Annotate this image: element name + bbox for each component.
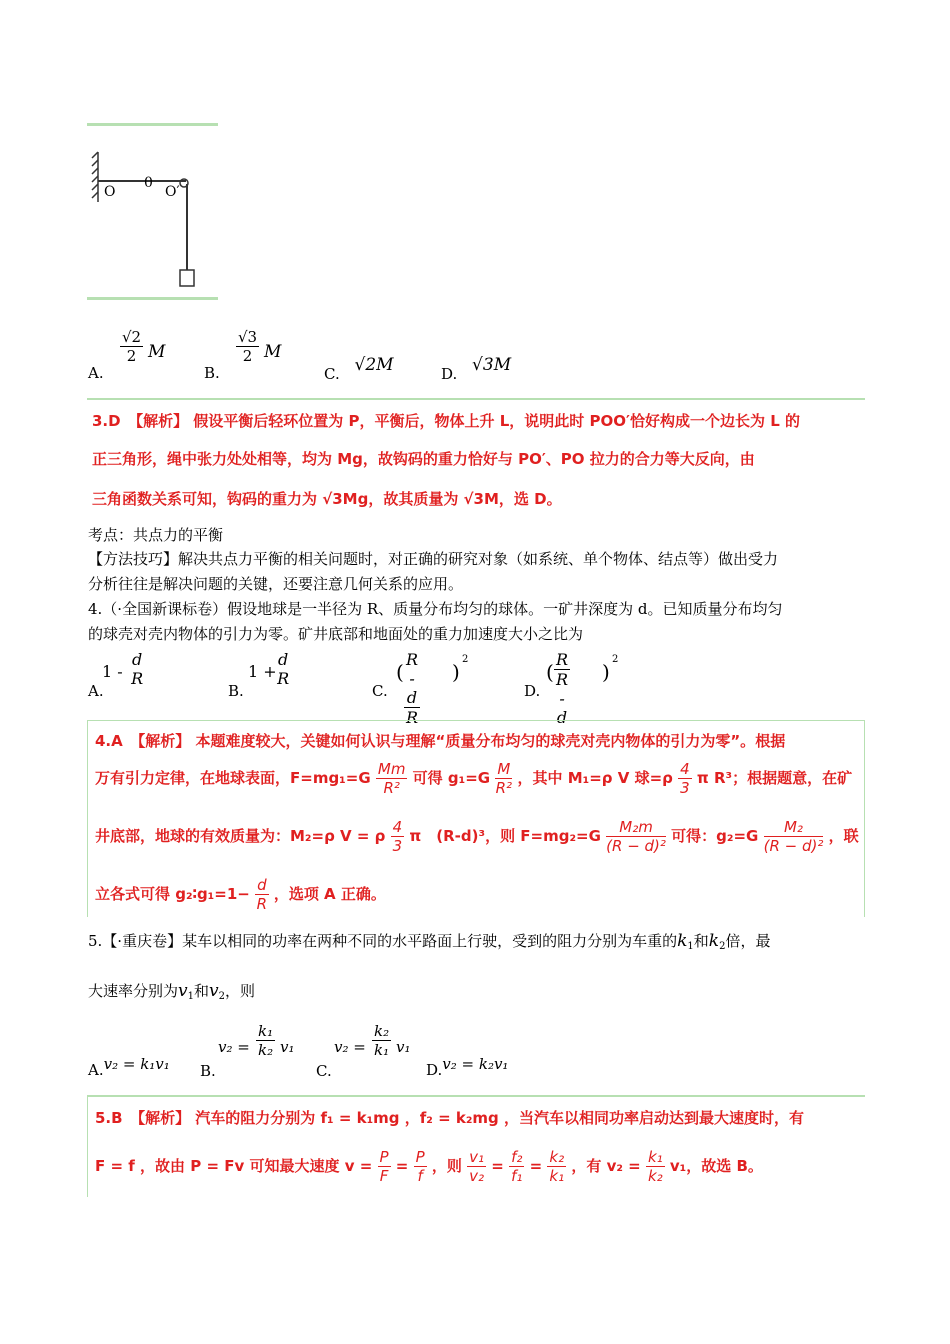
q4-a3-b: π (R-d)³，则 F=mg₂=G xyxy=(409,827,601,845)
q5-a2-eq2: = xyxy=(491,1157,504,1175)
q4-a4-a: 立各式可得 g₂∶g₁=1− xyxy=(95,885,250,903)
q4-a2-frac1 xyxy=(376,760,408,797)
q5-option-d xyxy=(426,1055,509,1079)
q5-a2-f3 xyxy=(467,1148,486,1185)
q4-d-num: R xyxy=(556,650,569,669)
q5-a2-f6-num: k₁ xyxy=(647,1148,663,1166)
q3-method-line1: 【方法技巧】解决共点力平衡的相关问题时，对正确的研究对象（如系统、单个物体、结点等）做出受力 xyxy=(88,550,779,568)
q5-s2-b: ，则 xyxy=(225,982,256,1000)
q4-answer-line1: 4.A 【解析】 本题难度较大，关键如何认识与理解“质量分布均匀的球壳对壳内物体的引力为零”。根据 xyxy=(95,732,786,750)
q4-a3-f2-den: (R − d)² xyxy=(606,837,666,855)
q5-answer-line1: 5.B 【解析】 汽车的阻力分别为 f₁ = k₁mg ，f₂ = k₂mg ，当汽车以相同功率启动达到最大速度时，有 xyxy=(95,1109,805,1127)
figure-top-rule xyxy=(87,123,218,126)
q4-a2-c: ，其中 M₁=ρ V 球=ρ xyxy=(517,769,673,787)
q4-d-frac xyxy=(554,650,570,727)
q5-a2-f2-den: f xyxy=(417,1167,423,1185)
q4-a2-a: 万有引力定律，在地球表面，F=mg₁=G xyxy=(95,769,371,787)
q4-a2-f3-den: 3 xyxy=(680,779,690,797)
pulley-figure xyxy=(90,150,210,295)
q3-option-c-label: C. xyxy=(324,365,340,383)
q3-answer-line1: 3.D 【解析】 假设平衡后轻环位置为 P，平衡后，物体上升 L，说明此时 POO′恰好构成一个边长为 L 的 xyxy=(92,412,800,430)
q4-d-sq: 2 xyxy=(612,654,619,665)
q4-a3-f3-num: M₂ xyxy=(764,818,824,837)
label-ring: 0 xyxy=(144,175,153,191)
q3-option-d-label: D. xyxy=(441,365,458,383)
q5-v2: v xyxy=(209,981,219,1001)
q4-c-num: R - d xyxy=(406,650,419,707)
q3-a-var: M xyxy=(148,342,166,362)
q5-c-label: C. xyxy=(316,1062,332,1080)
q4-c-den: R xyxy=(406,708,419,727)
q5-a2-f3-den: v₂ xyxy=(469,1167,485,1185)
q5-c-num: k₂ xyxy=(374,1022,390,1040)
q5-b-tail: v₁ xyxy=(280,1038,295,1056)
q4-c-frac xyxy=(404,650,420,727)
q4-d-paren-close: ) xyxy=(602,660,610,684)
q5-c-lead: v₂ = xyxy=(334,1038,366,1056)
q4-a4-f-den: R xyxy=(256,895,268,913)
q5-a2-f1-num: P xyxy=(379,1148,389,1166)
q5-k2: k xyxy=(708,931,720,951)
q5-answer-line2 xyxy=(95,1148,763,1185)
q3-b-den: 2 xyxy=(242,347,253,365)
q5-answer-rule xyxy=(87,1095,865,1097)
q5-option-a xyxy=(88,1055,170,1079)
q5-a2-f3-num: v₁ xyxy=(469,1148,485,1166)
q4-a3-frac2 xyxy=(606,818,666,855)
q4-a-den: R xyxy=(131,669,144,688)
q5-c-frac xyxy=(372,1022,391,1059)
q4-b-label: B. xyxy=(228,682,244,700)
q5-c-den: k₁ xyxy=(374,1041,390,1059)
q5-a-label: A. xyxy=(88,1061,104,1079)
q5-stem-line1 xyxy=(88,930,771,958)
q5-stem-line2 xyxy=(88,980,255,1008)
q4-d-den: R - d xyxy=(556,670,569,727)
q5-d-expr: v₂ = k₂v₁ xyxy=(442,1055,509,1073)
q5-k2-sub: 2 xyxy=(719,941,726,952)
q5-a2-f5-den: k₁ xyxy=(549,1167,565,1185)
q4-a3-d: ，联 xyxy=(828,827,859,845)
q5-a2-f2 xyxy=(414,1148,427,1185)
q5-a2-a: F = f ，故由 P = Fv 可知最大速度 v = xyxy=(95,1157,373,1175)
q5-and: 和 xyxy=(693,932,709,950)
q5-a2-b: ，则 xyxy=(431,1157,462,1175)
q5-k1: k xyxy=(677,931,688,951)
q4-a2-b: 可得 g₁=G xyxy=(412,769,491,787)
q5-v1-sub: 1 xyxy=(187,991,194,1002)
q4-a3-f1-num: 4 xyxy=(392,818,403,836)
q4-a2-f1-num: Mm xyxy=(377,760,406,778)
q5-answer-left-rule xyxy=(87,1097,88,1197)
q3-answer-line3: 三角函数关系可知，钩码的重力为 √3Mg，故其质量为 √3M，选 D。 xyxy=(92,490,562,508)
q5-a2-f5 xyxy=(547,1148,566,1185)
q4-a2-f3-num: 4 xyxy=(680,760,690,778)
q5-b-frac xyxy=(256,1022,275,1059)
q4-a4-frac xyxy=(255,876,269,913)
q5-a2-f6 xyxy=(646,1148,665,1185)
q4-c-paren-close: ) xyxy=(452,660,460,684)
q5-k1-sub: 1 xyxy=(687,941,694,952)
q4-b-lead: 1 + xyxy=(248,662,277,681)
figure-bottom-rule xyxy=(87,297,218,300)
q4-a2-frac2 xyxy=(495,760,512,797)
q5-a2-f5-num: k₂ xyxy=(549,1148,565,1166)
q4-a-frac xyxy=(130,650,144,688)
q5-a2-c: ，有 v₂ = xyxy=(571,1157,641,1175)
q5-b-label: B. xyxy=(200,1062,216,1080)
q5-v2-sub: 2 xyxy=(218,991,225,1002)
q4-a3-f2-num: M₂m xyxy=(606,818,666,837)
q5-a2-f2-num: P xyxy=(415,1148,425,1166)
q3-answer-rule xyxy=(87,398,865,400)
q5-b-lead: v₂ = xyxy=(218,1038,250,1056)
q4-a3-frac1 xyxy=(391,818,405,855)
q5-a2-f4-num: f₂ xyxy=(511,1148,523,1166)
q5-a2-f6-den: k₂ xyxy=(647,1167,663,1185)
label-o-prime: O′ xyxy=(165,184,180,200)
q4-a3-c: 可得：g₂=G xyxy=(671,827,759,845)
q3-b-num: √3 xyxy=(238,328,258,346)
q4-c-paren-open: ( xyxy=(396,660,404,684)
q5-a2-f1 xyxy=(378,1148,391,1185)
q4-a3-f1-den: 3 xyxy=(392,837,403,855)
q4-c-sq: 2 xyxy=(462,654,469,665)
q4-a2-d: π R³；根据题意，在矿 xyxy=(696,769,853,787)
q4-a2-f1-den: R² xyxy=(383,779,400,797)
q3-a-den: 2 xyxy=(126,347,137,365)
q5-a-expr: v₂ = k₁v₁ xyxy=(103,1055,170,1073)
q3-b-var: M xyxy=(264,342,282,362)
q4-a2-f2-num: M xyxy=(497,760,511,778)
q4-answer-line3 xyxy=(95,818,859,855)
q4-a4-f-num: d xyxy=(257,876,267,894)
label-o: O xyxy=(104,184,116,200)
q3-a-num: √2 xyxy=(122,328,142,346)
q4-b-frac xyxy=(276,650,290,688)
q5-s1-a: 5.【·重庆卷】某车以相同的功率在两种不同的水平路面上行驶，受到的阻力分别为车重的 xyxy=(88,932,678,950)
q5-a2-d: v₁，故选 B。 xyxy=(669,1157,763,1175)
q4-answer-line4 xyxy=(95,876,386,913)
q5-a2-f1-den: F xyxy=(379,1167,389,1185)
q5-v1: v xyxy=(178,981,188,1001)
q4-a-label: A. xyxy=(88,682,104,700)
q4-stem-line2: 的球壳对壳内物体的引力为零。矿井底部和地面处的重力加速度大小之比为 xyxy=(88,625,584,643)
q4-answer-line2 xyxy=(95,760,852,797)
q3-c-expr: √2M xyxy=(354,355,394,375)
q3-answer-line2: 正三角形，绳中张力处处相等，均为 Mg，故钩码的重力恰好与 PO′、PO 拉力的合力等大反向，由 xyxy=(92,450,755,468)
q5-a2-f4 xyxy=(509,1148,524,1185)
q3-option-d xyxy=(441,355,512,383)
q4-a3-a: 井底部，地球的有效质量为：M₂=ρ V = ρ xyxy=(95,827,386,845)
q4-a3-frac3 xyxy=(764,818,824,855)
q4-d-label: D. xyxy=(524,682,541,700)
q3-option-b-label: B. xyxy=(204,364,220,382)
q4-d-paren-open: ( xyxy=(546,660,554,684)
q3-option-a-frac xyxy=(120,328,143,365)
q5-a2-eq3: = xyxy=(529,1157,543,1175)
q4-a4-b: ，选项 A 正确。 xyxy=(273,885,386,903)
q3-option-a-label: A. xyxy=(88,364,104,382)
q4-b-num: d xyxy=(278,650,289,669)
q3-kaodian: 考点：共点力的平衡 xyxy=(88,526,224,544)
q5-and2: 和 xyxy=(194,982,210,1000)
q4-a-num: d xyxy=(132,650,143,669)
q5-s1-b: 倍，最 xyxy=(725,932,771,950)
wall-hatch xyxy=(92,152,98,202)
q3-d-expr: √3M xyxy=(472,355,512,375)
q5-b-num: k₁ xyxy=(258,1022,274,1040)
q5-c-tail: v₁ xyxy=(396,1038,411,1056)
q4-a-lead: 1 - xyxy=(102,662,123,681)
q4-b-den: R xyxy=(277,669,290,688)
q5-s2-a: 大速率分别为 xyxy=(88,982,179,1000)
q4-stem-line1: 4.（·全国新课标卷）假设地球是一半径为 R、质量分布均匀的球体。一矿井深度为 d。已知质量分布均匀 xyxy=(88,600,783,618)
q5-b-den: k₂ xyxy=(258,1041,274,1059)
q5-a2-f4-den: f₁ xyxy=(511,1167,523,1185)
q3-option-b-frac xyxy=(236,328,259,365)
q3-option-c xyxy=(324,355,394,383)
q5-a2-eq1: = xyxy=(395,1157,409,1175)
q4-a2-f2-den: R² xyxy=(495,779,513,797)
q4-a2-frac3 xyxy=(678,760,692,797)
hook-weight xyxy=(180,270,194,286)
q5-d-label: D. xyxy=(426,1061,443,1079)
q4-c-label: C. xyxy=(372,682,388,700)
q4-a3-f3-den: (R − d)² xyxy=(763,837,824,855)
q3-method-line2: 分析往往是解决问题的关键，还要注意几何关系的应用。 xyxy=(88,575,464,593)
